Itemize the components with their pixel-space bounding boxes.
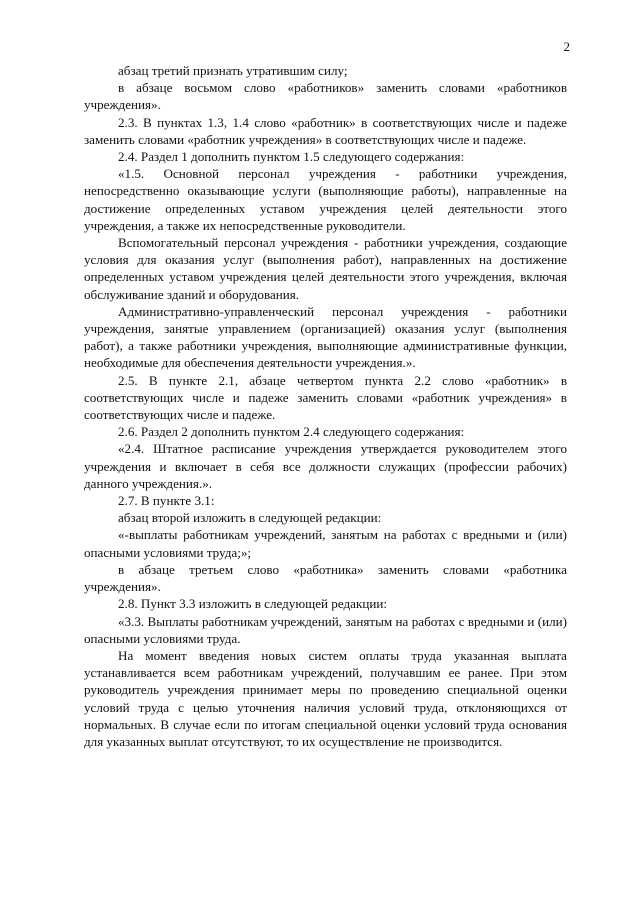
paragraph: Вспомогательный персонал учреждения - работники учреждения, создающие условия для оказания услуг (выполнения работ), направленных на достижение определенных уставом учреждения целей деятельности этого учреждения, включая обслуживание зданий и оборудования.: [84, 235, 567, 302]
paragraph: 2.3. В пунктах 1.3, 1.4 слово «работник» в соответствующих числе и падеже заменить словами «работник учреждения» в соответствующих числе и падеже.: [84, 114, 567, 147]
paragraph: в абзаце третьем слово «работника» заменить словами «работника учреждения».: [84, 561, 567, 595]
page-number: 2: [563, 39, 570, 54]
paragraph: «3.3. Выплаты работникам учреждений, занятым на работах с вредными и (или) опасными условиями труда.: [84, 613, 567, 646]
paragraph: 2.8. Пункт 3.3 изложить в следующей редакции:: [118, 596, 387, 612]
paragraph: 2.7. В пункте 3.1:: [118, 493, 215, 509]
paragraph: абзац второй изложить в следующей редакции:: [118, 510, 382, 526]
paragraph: «1.5. Основной персонал учреждения - работники учреждения, непосредственно оказывающие услуги (выполняющие работы), направленные на достижение определенных уставом учреждения целей деятельности этого учреждения, а также их непосредственные руководители.: [84, 166, 567, 233]
paragraph: 2.6. Раздел 2 дополнить пунктом 2.4 следующего содержания:: [118, 424, 465, 440]
paragraph: «-выплаты работникам учреждений, занятым на работах с вредными и (или) опасными условиями труда;»;: [84, 527, 567, 560]
paragraph: абзац третий признать утратившим силу;: [118, 63, 348, 78]
paragraph: Административно-управленческий персонал учреждения - работники учреждения, занятые управлением (организацией) оказания услуг (выполнения работ), а также работники учреждения, выполняющие административные функции, необходимые для обеспечения деятельности учреждения.».: [84, 303, 567, 371]
paragraph: 2.5. В пункте 2.1, абзаце четвертом пункта 2.2 слово «работник» в соответствующих числе и падеже заменить словами «работник учреждения» в соответствующих числе и падеже.: [84, 372, 567, 423]
paragraph: 2.4. Раздел 1 дополнить пунктом 1.5 следующего содержания:: [118, 149, 465, 165]
paragraph: На момент введения новых систем оплаты труда указанная выплата устанавливается всем работникам учреждений, получавшим ее ранее. При этом руководитель учреждения принимает меры по проведению специальной оценки условий труда с целью уточнения наличия условий труда, отклоняющихся от нормальных. В случае если по итогам специальной оценки условий труда основания для указанных выплат отсутствуют, то их осуществление не производится.: [84, 647, 567, 749]
paragraph: в абзаце восьмом слово «работников» заменить словами «работников учреждения».: [84, 80, 567, 113]
paragraph: «2.4. Штатное расписание учреждения утверждается руководителем этого учреждения и включает в себя все должности служащих (профессии рабочих) данного учреждения.».: [84, 441, 567, 491]
document-body: [84, 62, 567, 750]
